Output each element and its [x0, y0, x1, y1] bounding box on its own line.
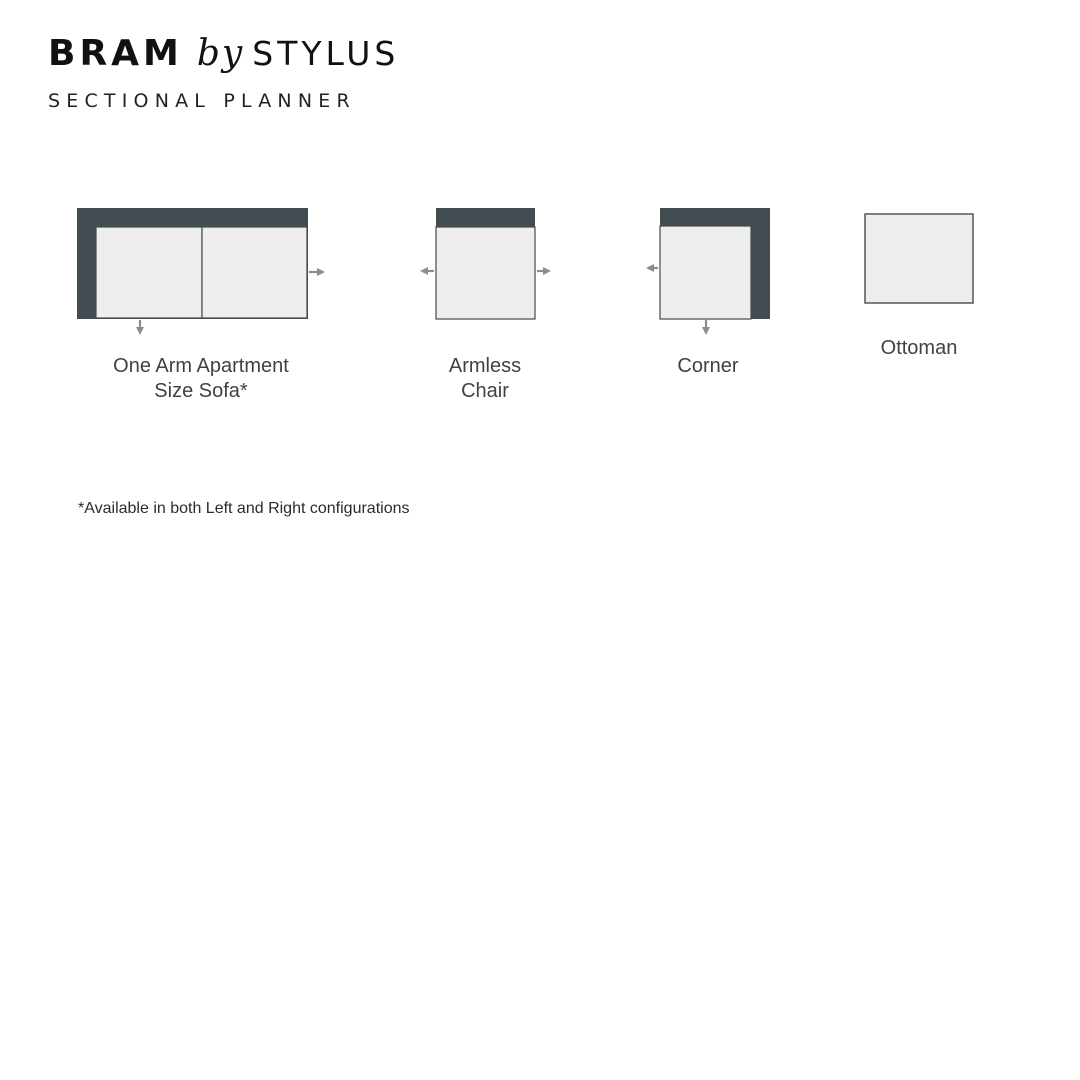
label-armless-chair — [425, 354, 545, 404]
ottoman-piece[interactable] — [865, 214, 973, 303]
footnote: *Available in both Left and Right configurations — [78, 500, 410, 517]
label-chair-line2: Chair — [461, 380, 509, 402]
page-subtitle: SECTIONAL PLANNER — [48, 90, 356, 112]
sofa-seat-left — [96, 227, 202, 318]
label-corner — [658, 354, 758, 379]
brand-maker: STYLUS — [252, 34, 400, 73]
armless-chair-piece[interactable] — [424, 208, 547, 319]
label-sofa-line1: One Arm Apartment — [113, 355, 289, 377]
label-chair-line1: Armless — [448, 355, 522, 377]
brand-name: BRAM — [48, 33, 183, 74]
ottoman-seat — [865, 214, 973, 303]
label-sofa-line2: Size Sofa* — [154, 380, 248, 402]
sofa-piece[interactable] — [77, 208, 321, 331]
corner-piece[interactable] — [650, 208, 770, 331]
sofa-seat-right — [202, 227, 307, 318]
label-ottoman-line1: Ottoman — [880, 337, 958, 359]
brand-by: by — [196, 33, 245, 74]
chair-seat — [436, 227, 535, 319]
corner-seat — [660, 226, 751, 319]
label-ottoman — [864, 336, 974, 361]
label-corner-line1: Corner — [677, 355, 739, 377]
label-sofa — [101, 354, 301, 404]
